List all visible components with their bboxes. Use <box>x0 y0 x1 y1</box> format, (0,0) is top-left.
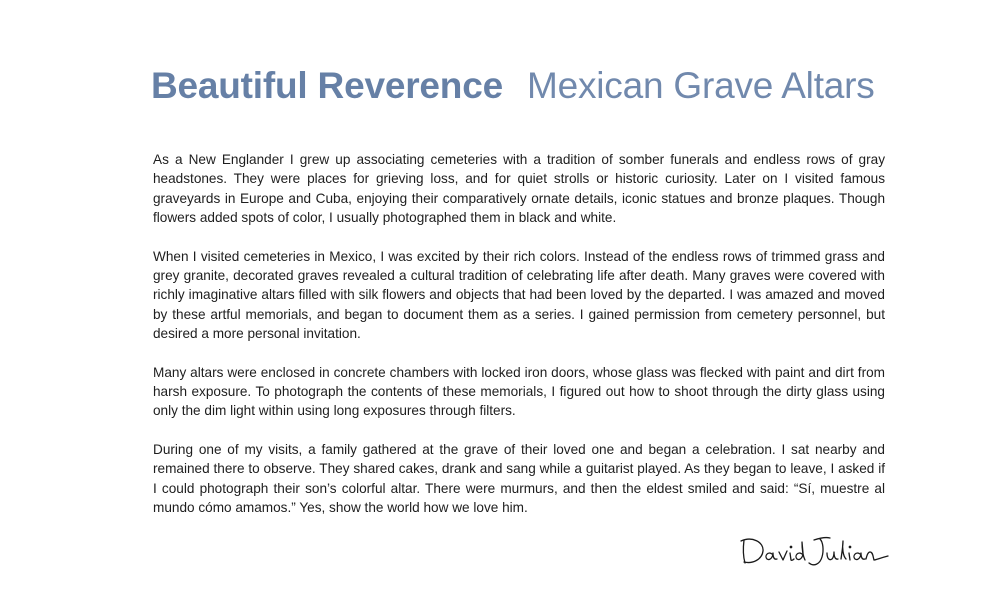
handwritten-signature <box>738 532 898 572</box>
title-subtitle: Mexican Grave Altars <box>526 65 875 106</box>
page-title <box>151 64 911 108</box>
paragraph-4: During one of my visits, a family gathered at the grave of their loved one and began a celebration. I sat nearby and remained there to observe. They shared cakes, drank and sang while a guitarist played. As they began to leave, I asked if I could photograph their son’s colorful altar. There were murmurs, and then the eldest smiled and said: “Sí, muestre al mundo cómo amamos.” Yes, show the world how we love him. <box>153 441 885 516</box>
title-main: Beautiful Reverence <box>151 65 503 106</box>
paragraph-2: When I visited cemeteries in Mexico, I was excited by their rich colors. Instead of the endless rows of trimmed grass and grey granite, decorated graves revealed a cultural tradition of celebrating life after death. Many graves were covered with richly imaginative altars filled with silk flowers and objects that had been loved by the departed. I was amazed and moved by these artful memorials, and began to document them as a series. I gained permission from cemetery personnel, but desired a more personal invitation. <box>153 248 885 342</box>
signature-icon <box>738 532 898 572</box>
article-body <box>153 150 885 537</box>
paragraph-1: As a New Englander I grew up associating cemeteries with a tradition of somber funerals and endless rows of gray headstones. They were places for grieving loss, and for quiet strolls or historic curiosity. Later on I visited famous graveyards in Europe and Cuba, enjoying their comparatively ornate details, iconic statues and bronze plaques. Though flowers added spots of color, I usually photographed them in black and white. <box>153 152 885 226</box>
paragraph-3: Many altars were enclosed in concrete chambers with locked iron doors, whose glass was flecked with paint and dirt from harsh exposure. To photograph the contents of these memorials, I figured out how to shoot through the dirty glass using only the dim light within using long exposures through filters. <box>153 364 885 419</box>
